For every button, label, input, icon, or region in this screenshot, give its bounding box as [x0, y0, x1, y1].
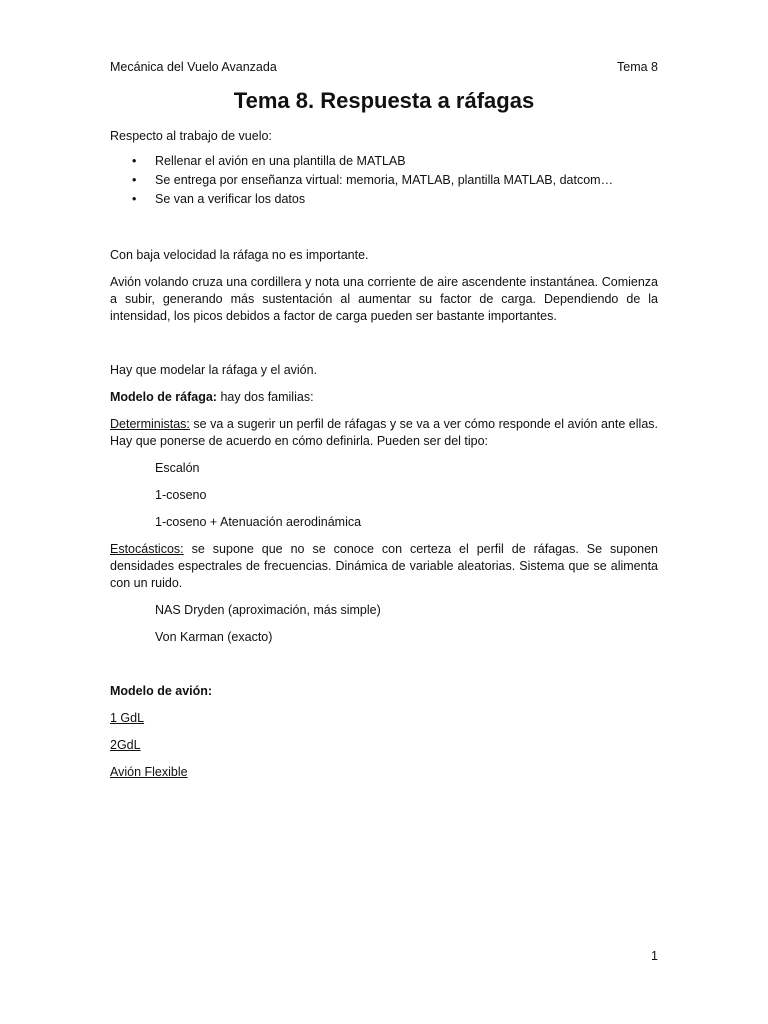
header-course-title: Mecánica del Vuelo Avanzada — [110, 60, 277, 74]
page-header — [110, 59, 658, 76]
gust-model-text: hay dos familias: — [216, 390, 314, 404]
document-body — [110, 128, 658, 781]
deterministic-paragraph — [110, 416, 658, 450]
aircraft-model-heading: Modelo de avión: — [110, 684, 213, 698]
list-item — [110, 172, 658, 191]
deterministic-type-cosine: 1-coseno — [155, 488, 207, 502]
aircraft-model-2dof: 2GdL — [110, 738, 141, 752]
bullet-list — [110, 153, 658, 210]
bullet-icon: • — [132, 154, 137, 168]
deterministic-text: se va a sugerir un perfil de ráfagas y se va a ver cómo responde el avión ante ellas. Hay que ponerse de acuerdo en cómo definirla. Pueden ser del tipo: — [110, 417, 658, 448]
low-speed-paragraph: Con baja velocidad la ráfaga no es importante. — [110, 248, 369, 262]
list-item-text: Se van a verificar los datos — [155, 192, 306, 206]
bullet-icon: • — [132, 192, 137, 206]
stochastic-text: se supone que no se conoce con certeza el perfil de ráfagas. Se suponen densidades espectrales de frecuencias. Dinámica de variable aleatorias. Sistema que se alimenta con un ruido. — [110, 542, 658, 590]
list-item — [110, 191, 658, 210]
stochastic-paragraph — [110, 541, 658, 592]
gust-model-paragraph — [110, 389, 658, 406]
gust-model-label: Modelo de ráfaga: — [110, 390, 217, 404]
mountain-paragraph: Avión volando cruza una cordillera y nota una corriente de aire ascendente instantánea. Comienza a subir, generando más sustentación al aumentar su factor de carga. Dependiendo de la intensidad, los picos debidos a factor de carga pueden ser bastante importantes. — [110, 275, 658, 323]
stochastic-type-karman: Von Karman (exacto) — [155, 630, 273, 644]
list-item-text: Rellenar el avión en una plantilla de MATLAB — [155, 154, 406, 168]
stochastic-type-dryden: NAS Dryden (aproximación, más simple) — [155, 603, 381, 617]
deterministic-type-cosine-attenuation: 1-coseno + Atenuación aerodinámica — [155, 515, 362, 529]
header-topic: Tema 8 — [617, 60, 658, 74]
model-need-paragraph: Hay que modelar la ráfaga y el avión. — [110, 363, 318, 377]
list-item-text: Se entrega por enseñanza virtual: memoria, MATLAB, plantilla MATLAB, datcom… — [155, 173, 614, 187]
aircraft-model-1dof: 1 GdL — [110, 711, 145, 725]
stochastic-label: Estocásticos: — [110, 542, 184, 556]
deterministic-label: Deterministas: — [110, 417, 190, 431]
aircraft-model-flexible: Avión Flexible — [110, 765, 188, 779]
bullet-icon: • — [132, 173, 137, 187]
page-number: 1 — [651, 949, 658, 963]
list-item — [110, 153, 658, 172]
intro-text: Respecto al trabajo de vuelo: — [110, 129, 272, 143]
deterministic-type-step: Escalón — [155, 461, 200, 475]
page-title: Tema 8. Respuesta a ráfagas — [233, 88, 535, 113]
